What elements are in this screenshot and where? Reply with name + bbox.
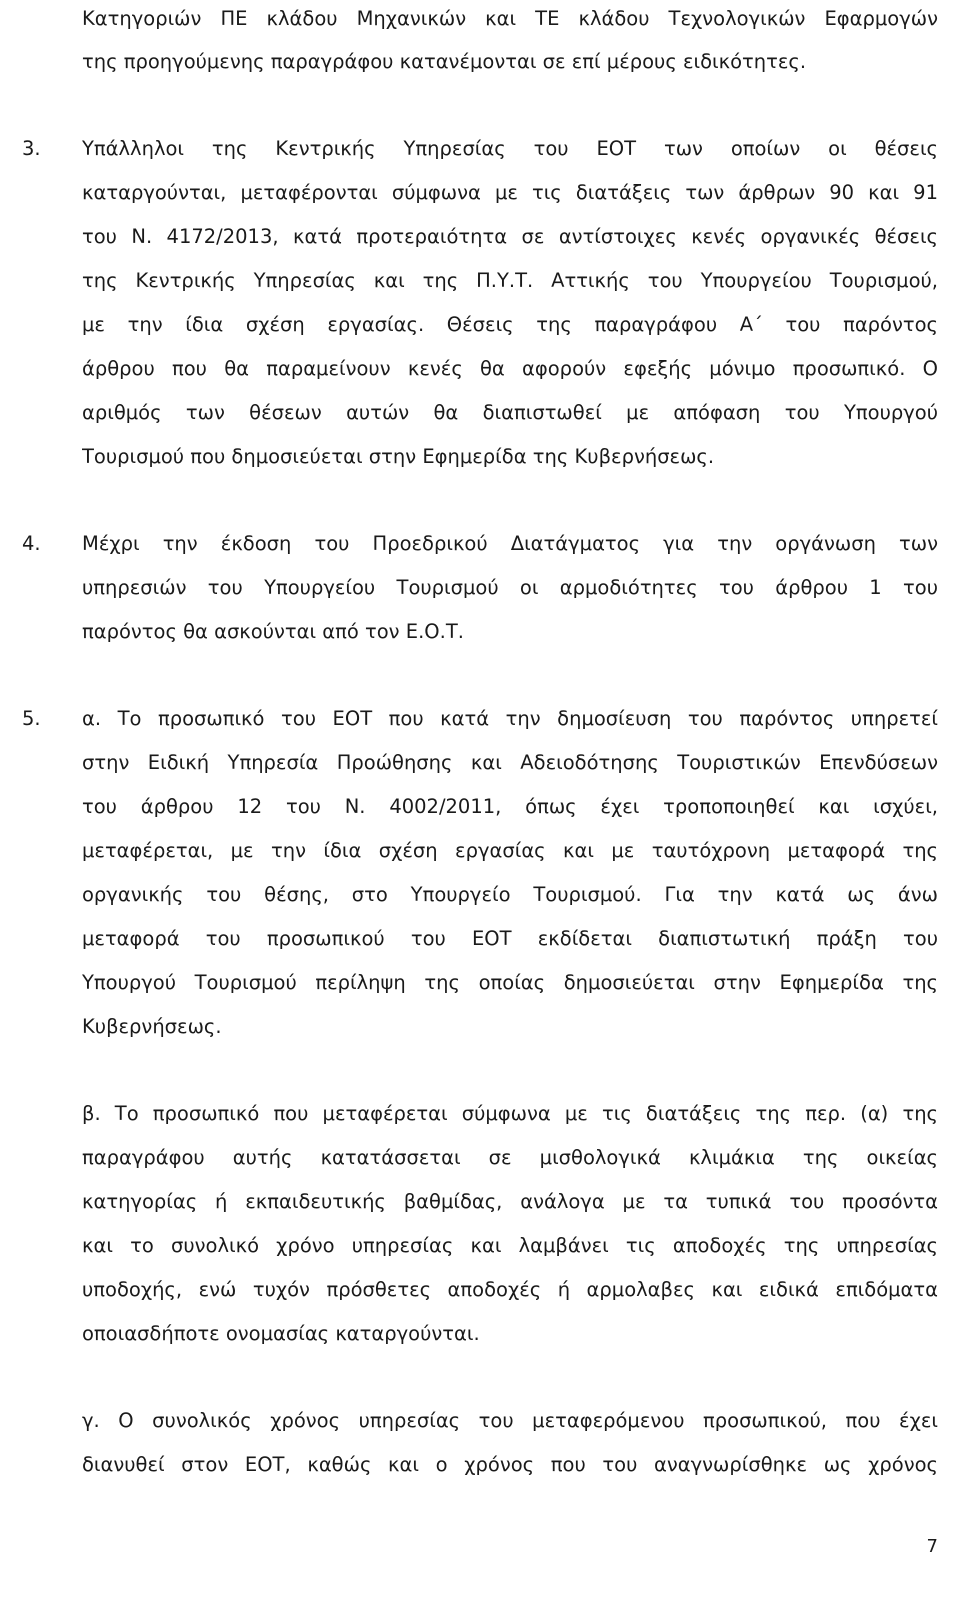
text-line: α. Το προσωπικό του ΕΟΤ που κατά την δημοσίευση του παρόντος υπηρετεί xyxy=(82,707,938,730)
text-line: οργανικής του θέσης, στο Υπουργείο Τουρισμού. Για την κατά ως άνω xyxy=(82,883,938,906)
text-line: υποδοχής, ενώ τυχόν πρόσθετες αποδοχές ή αρμολαβες και ειδικά επιδόματα xyxy=(82,1278,938,1301)
text-line: και το συνολικό χρόνο υπηρεσίας και λαμβάνει τις αποδοχές της υπηρεσίας xyxy=(82,1234,938,1257)
paragraph-number: 3. xyxy=(22,137,41,160)
text-line: άρθρου που θα παραμείνουν κενές θα αφορούν εφεξής μόνιμο προσωπικό. Ο xyxy=(82,357,938,380)
text-line: μεταφορά του προσωπικού του ΕΟΤ εκδίδεται διαπιστωτική πράξη του xyxy=(82,927,938,950)
text-line: στην Ειδική Υπηρεσία Προώθησης και Αδειοδότησης Τουριστικών Επενδύσεων xyxy=(82,751,938,774)
text-line: καταργούνται, μεταφέρονται σύμφωνα με τις διατάξεις των άρθρων 90 και 91 xyxy=(82,181,938,204)
text-line: παραγράφου αυτής κατατάσσεται σε μισθολογικά κλιμάκια της οικείας xyxy=(82,1146,938,1169)
text-line: γ. Ο συνολικός χρόνος υπηρεσίας του μεταφερόμενου προσωπικού, που έχει xyxy=(82,1409,938,1432)
text-line: Υπάλληλοι της Κεντρικής Υπηρεσίας του ΕΟΤ των οποίων οι θέσεις xyxy=(82,137,938,160)
text-line: διανυθεί στον ΕΟΤ, καθώς και ο χρόνος που του αναγνωρίσθηκε ως χρόνος xyxy=(82,1453,938,1476)
text-line: παρόντος θα ασκούνται από τον Ε.Ο.Τ. xyxy=(82,620,464,643)
text-line: υπηρεσιών του Υπουργείου Τουρισμού οι αρμοδιότητες του άρθρου 1 του xyxy=(82,576,938,599)
text-line: του Ν. 4172/2013, κατά προτεραιότητα σε αντίστοιχες κενές οργανικές θέσεις xyxy=(82,225,938,248)
text-line: Μέχρι την έκδοση του Προεδρικού Διατάγματος για την οργάνωση των xyxy=(82,532,938,555)
text-line: κατηγορίας ή εκπαιδευτικής βαθμίδας, ανάλογα με τα τυπικά του προσόντα xyxy=(82,1190,938,1213)
page-number: 7 xyxy=(926,1536,938,1557)
text-line: Κατηγοριών ΠΕ κλάδου Μηχανικών και ΤΕ κλάδου Τεχνολογικών Εφαρμογών xyxy=(82,7,938,30)
text-line: με την ίδια σχέση εργασίας. Θέσεις της παραγράφου Α΄ του παρόντος xyxy=(82,313,938,336)
text-line: αριθμός των θέσεων αυτών θα διαπιστωθεί με απόφαση του Υπουργού xyxy=(82,401,938,424)
text-line: οποιασδήποτε ονομασίας καταργούνται. xyxy=(82,1322,480,1345)
text-line: της Κεντρικής Υπηρεσίας και της Π.Υ.Τ. Αττικής του Υπουργείου Τουρισμού, xyxy=(82,269,938,292)
text-line: της προηγούμενης παραγράφου κατανέμονται σε επί μέρους ειδικότητες. xyxy=(82,50,807,73)
paragraph-number: 5. xyxy=(22,707,41,730)
text-line: του άρθρου 12 του Ν. 4002/2011, όπως έχει τροποποιηθεί και ισχύει, xyxy=(82,795,938,818)
text-line: Υπουργού Τουρισμού περίληψη της οποίας δημοσιεύεται στην Εφημερίδα της xyxy=(82,971,938,994)
text-line: Τουρισμού που δημοσιεύεται στην Εφημερίδα της Κυβερνήσεως. xyxy=(82,445,715,468)
text-line: β. Το προσωπικό που μεταφέρεται σύμφωνα με τις διατάξεις της περ. (α) της xyxy=(82,1102,938,1125)
text-line: Κυβερνήσεως. xyxy=(82,1015,222,1038)
paragraph-number: 4. xyxy=(22,532,41,555)
text-line: μεταφέρεται, με την ίδια σχέση εργασίας και με ταυτόχρονη μεταφορά της xyxy=(82,839,938,862)
